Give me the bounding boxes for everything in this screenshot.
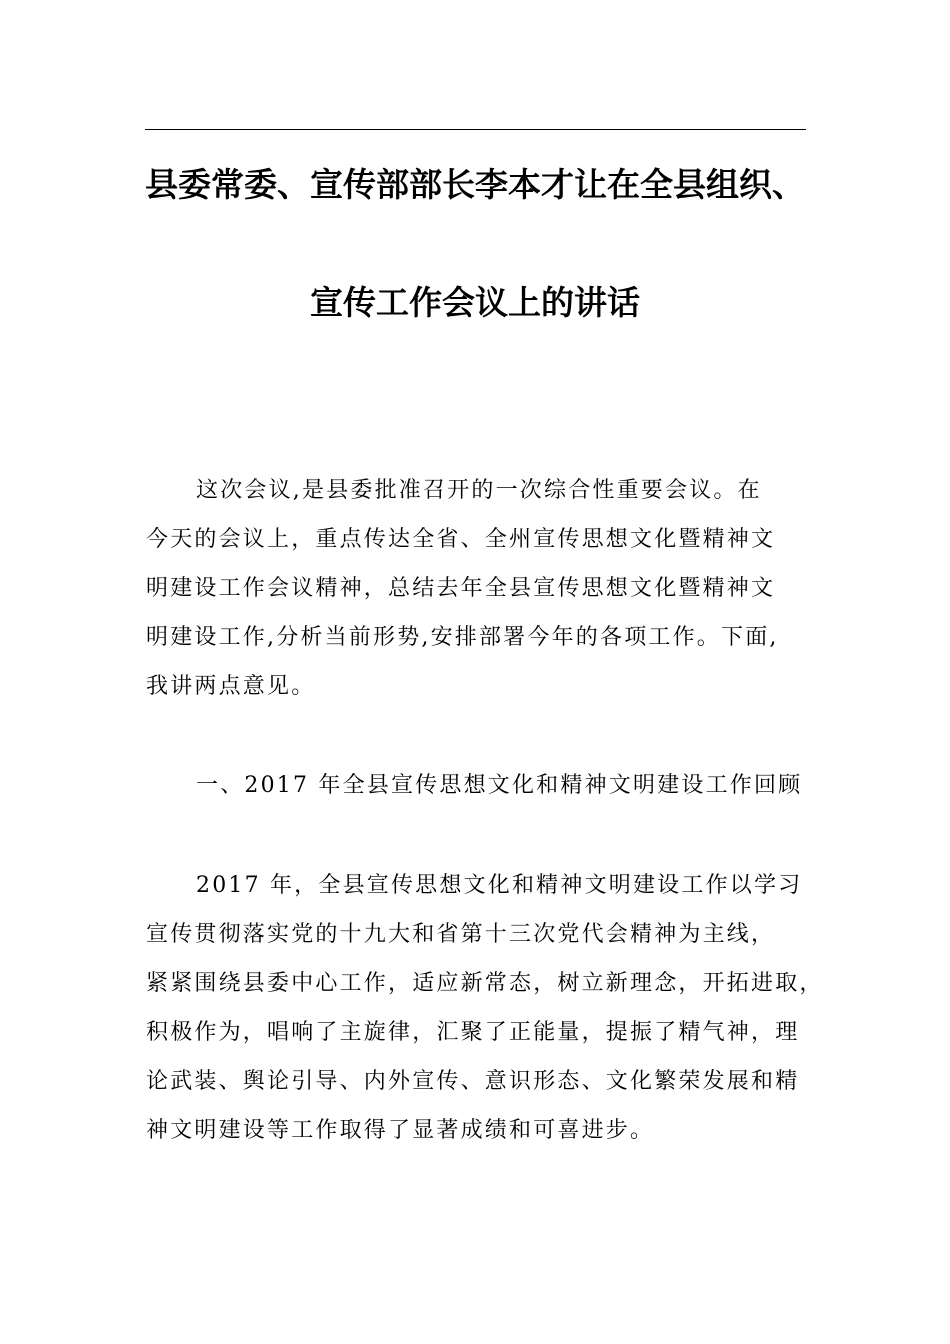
paragraph-line: 神文明建设等工作取得了显著成绩和可喜进步。 [146,1118,655,1143]
document-title-line-1: 县委常委、宣传部部长李本才让在全县组织、 [145,165,805,204]
paragraph-line: 这次会议,是县委批准召开的一次综合性重要会议。在 [196,478,762,503]
paragraph-line: 今天的会议上，重点传达全省、全州宣传思想文化暨精神文 [146,527,776,552]
paragraph-line: 紧紧围绕县委中心工作，适应新常态，树立新理念，开拓进取， [146,971,824,996]
document-title-line-2: 宣传工作会议上的讲话 [310,283,640,322]
paragraph-line: 明建设工作会议精神，总结去年全县宣传思想文化暨精神文 [146,576,776,601]
header-rule [145,129,806,130]
section-heading-text: 一、2017 年全县宣传思想文化和精神文明建设工作回顾 [196,773,803,798]
paragraph-line: 论武装、舆论引导、内外宣传、意识形态、文化繁荣发展和精 [146,1069,800,1094]
paragraph-line: 明建设工作,分析当前形势,安排部署今年的各项工作。下面, [146,625,779,650]
paragraph-line: 宣传贯彻落实党的十九大和省第十三次党代会精神为主线， [146,922,776,947]
paragraph-line: 我讲两点意见。 [146,674,316,699]
paragraph-line: 积极作为，唱响了主旋律，汇聚了正能量，提振了精气神，理 [146,1020,800,1045]
paragraph-line: 2017 年，全县宣传思想文化和精神文明建设工作以学习 [196,873,803,898]
